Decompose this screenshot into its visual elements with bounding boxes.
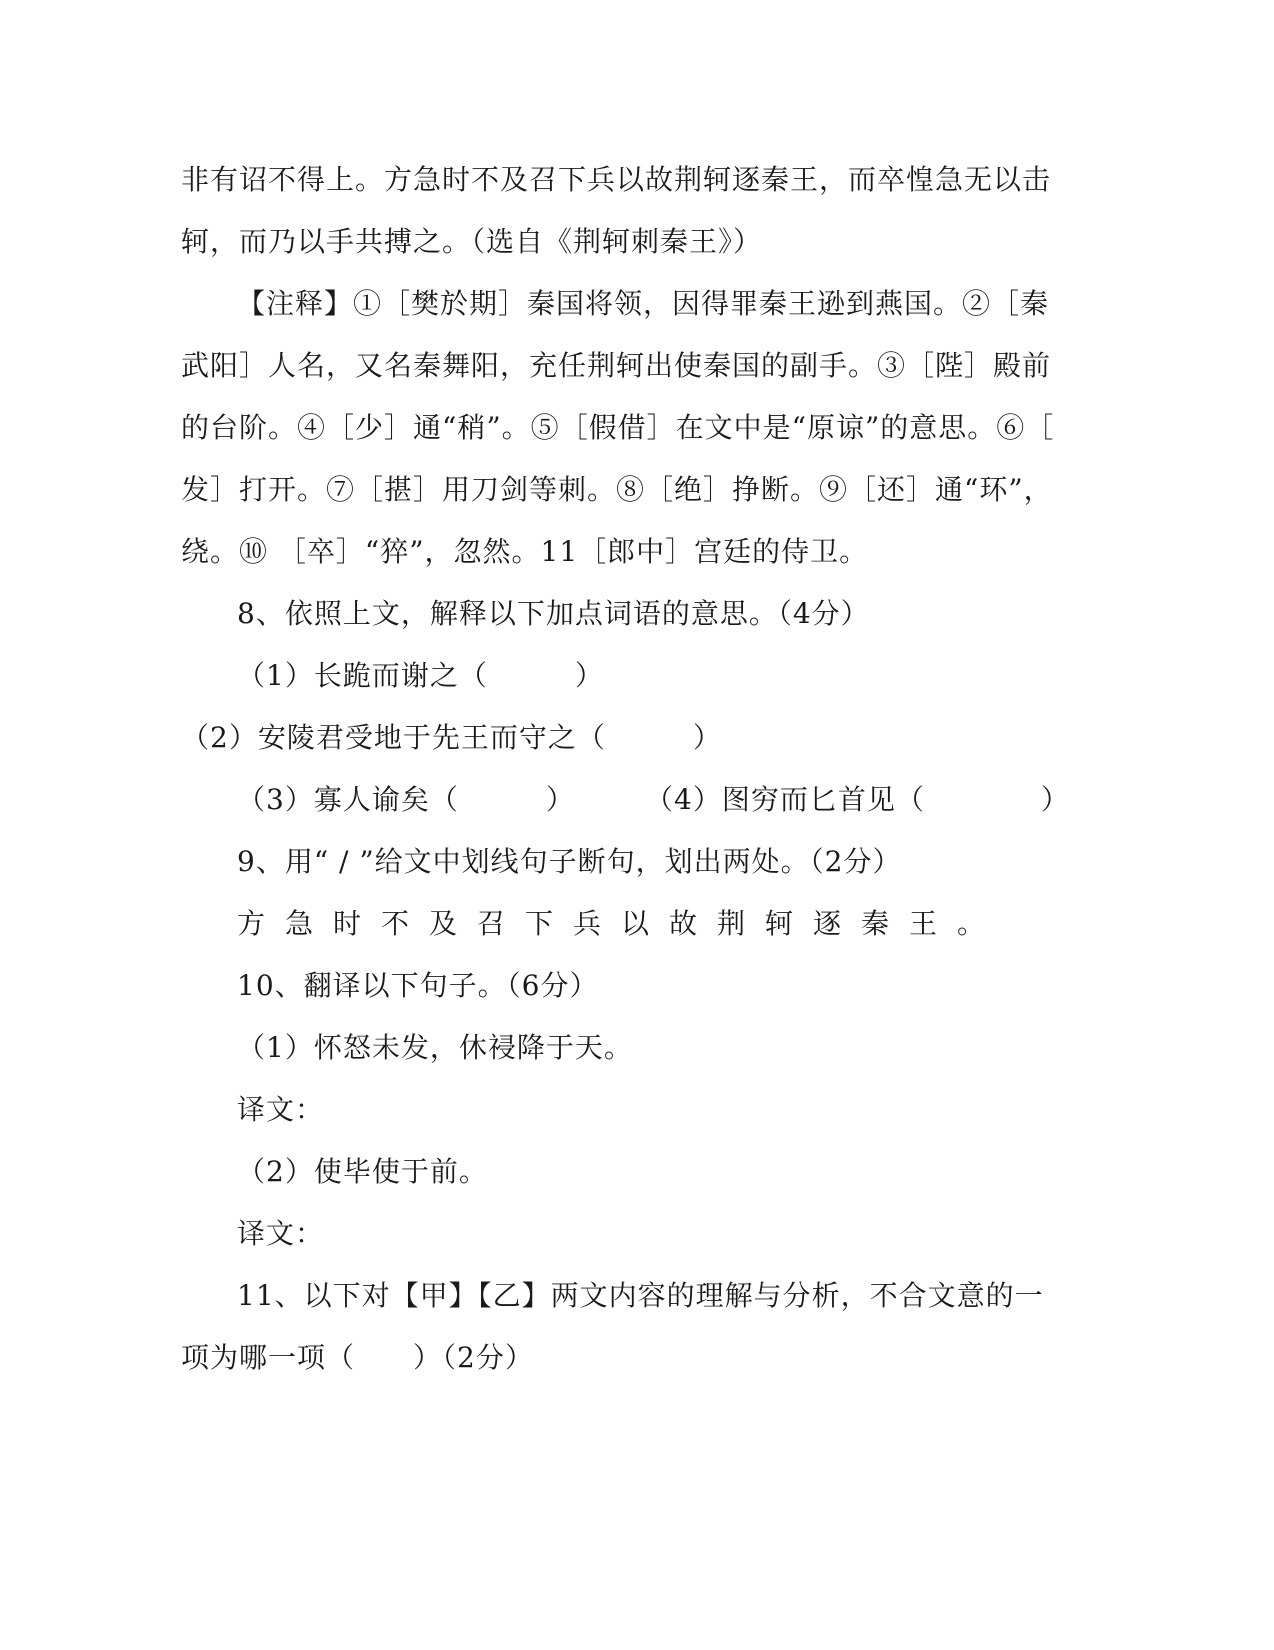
question-8-item-3: （3）寡人谕矣（ ） xyxy=(237,783,575,816)
question-9-sentence: 方急时不及召下兵以故荆轲逐秦王。 xyxy=(237,907,1006,940)
question-10-item-1: （1）怀怒未发，休祲降于天。 xyxy=(237,1031,633,1064)
notes-line-2: 武阳］人名，又名秦舞阳，充任荆轲出使秦国的副手。③［陛］殿前 xyxy=(181,349,1052,382)
notes-line-3: 的台阶。④［少］通“稍”。⑤［假借］在文中是“原谅”的意思。⑥［ xyxy=(181,411,1055,444)
passage-line-2: 轲，而乃以手共搏之。（选自《荆轲刺秦王》） xyxy=(181,225,763,258)
question-8-stem: 8、依照上文，解释以下加点词语的意思。（4分） xyxy=(237,597,870,630)
notes-line-4: 发］打开。⑦［揕］用刀剑等刺。⑧［绝］挣断。⑨［还］通“环”， xyxy=(181,473,1053,506)
question-11-line-1: 11、以下对【甲】【乙】两文内容的理解与分析，不合文意的一 xyxy=(237,1279,1044,1312)
question-10-answer-2: 译文： xyxy=(237,1217,325,1250)
question-10-item-2: （2）使毕使于前。 xyxy=(237,1155,488,1188)
question-10-answer-1: 译文： xyxy=(237,1093,325,1126)
passage-line-1: 非有诏不得上。方急时不及召下兵以故荆轲逐秦王，而卒惶急无以击 xyxy=(181,163,1052,196)
notes-line-1: 【注释】①［樊於期］秦国将领，因得罪秦王逊到燕国。②［秦 xyxy=(237,287,1050,320)
notes-line-5: 绕。⑩ ［卒］“猝”，忽然。11［郎中］宫廷的侍卫。 xyxy=(181,535,869,568)
question-10-stem: 10、翻译以下句子。（6分） xyxy=(237,969,599,1002)
question-8-item-2: （2）安陵君受地于先王而守之（ ） xyxy=(181,721,722,754)
question-8-item-4: （4）图穷而匕首见（ ） xyxy=(645,783,1070,816)
question-9-stem: 9、用“ / ”给文中划线句子断句，划出两处。（2分） xyxy=(237,845,902,878)
question-11-line-2: 项为哪一项（ ）（2分） xyxy=(181,1341,534,1374)
question-8-item-1: （1）长跪而谢之（ ） xyxy=(237,659,604,692)
